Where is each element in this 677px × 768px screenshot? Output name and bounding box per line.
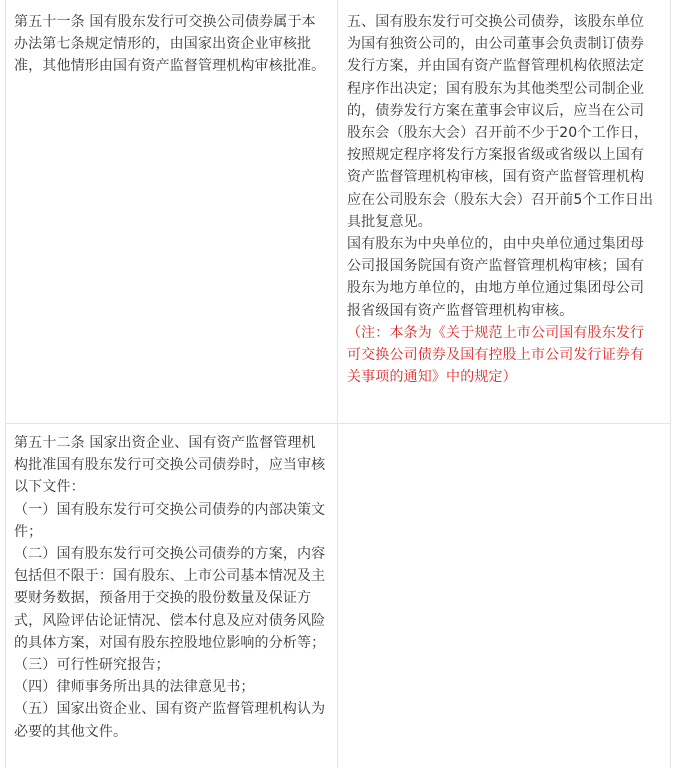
article-52-intro: 第五十二条 国家出资企业、国有资产监督管理机构批准国有股东发行可交换公司债券时，应当审核以下文件： xyxy=(14,435,326,496)
table-border-left xyxy=(5,0,6,768)
reference-clause-5-paragraph-2: 国有股东为中央单位的，由中央单位通过集团母公司报国务院国有资产监督管理机构审核；国有股东为地方单位的，由地方单位通过集团母公司报省级国有资产监督管理机构审核。 xyxy=(347,236,645,319)
article-52-item-3: （三）可行性研究报告； xyxy=(14,657,170,674)
table-row-divider xyxy=(5,423,671,424)
article-51-reference-cell xyxy=(347,11,655,388)
reference-source-note: （注：本条为《关于规范上市公司国有股东发行可交换公司债券及国有控股上市公司发行证券有关事项的通知》中的规定） xyxy=(347,324,645,386)
article-52-item-1: （一）国有股东发行可交换公司债券的内部决策文件； xyxy=(14,501,326,540)
article-52-item-4: （四）律师事务所出具的法律意见书； xyxy=(14,679,255,696)
article-51-cell xyxy=(14,11,328,78)
article-51-text: 第五十一条 国有股东发行可交换公司债券属于本办法第七条规定情形的，由国家出资企业审核批准，其他情形由国有资产监督管理机构审核批准。 xyxy=(14,14,326,75)
article-52-item-2: （二）国有股东发行可交换公司债券的方案，内容包括但不限于：国有股东、上市公司基本情况及主要财务数据，预备用于交换的股份数量及保证方式，风险评估论证情况、偿本付息及应对债务风险的具体方案，对国有股东控股地位影响的分析等； xyxy=(14,546,326,651)
article-52-reference-cell-empty xyxy=(347,432,655,752)
reference-clause-5-text: 五、国有股东发行可交换公司债券，该股东单位为国有独资公司的，由公司董事会负责制订债券发行方案，并由国有资产监督管理机构依照法定程序作出决定；国有股东为其他类型公司制企业的，债券发行方案在董事会审议后，应当在公司股东会（股东大会）召开前不少于20个工作日，按照规定程序将发行方案报省级或省级以上国有资产监督管理机构审核，国有资产监督管理机构应在公司股东会（股东大会）召开前5个工作日出具批复意见。 xyxy=(347,14,654,230)
article-52-cell xyxy=(14,432,328,743)
article-52-item-5: （五）国家出资企业、国有资产监督管理机构认为必要的其他文件。 xyxy=(14,701,326,740)
table-column-divider xyxy=(337,0,338,768)
table-border-right xyxy=(670,0,671,768)
